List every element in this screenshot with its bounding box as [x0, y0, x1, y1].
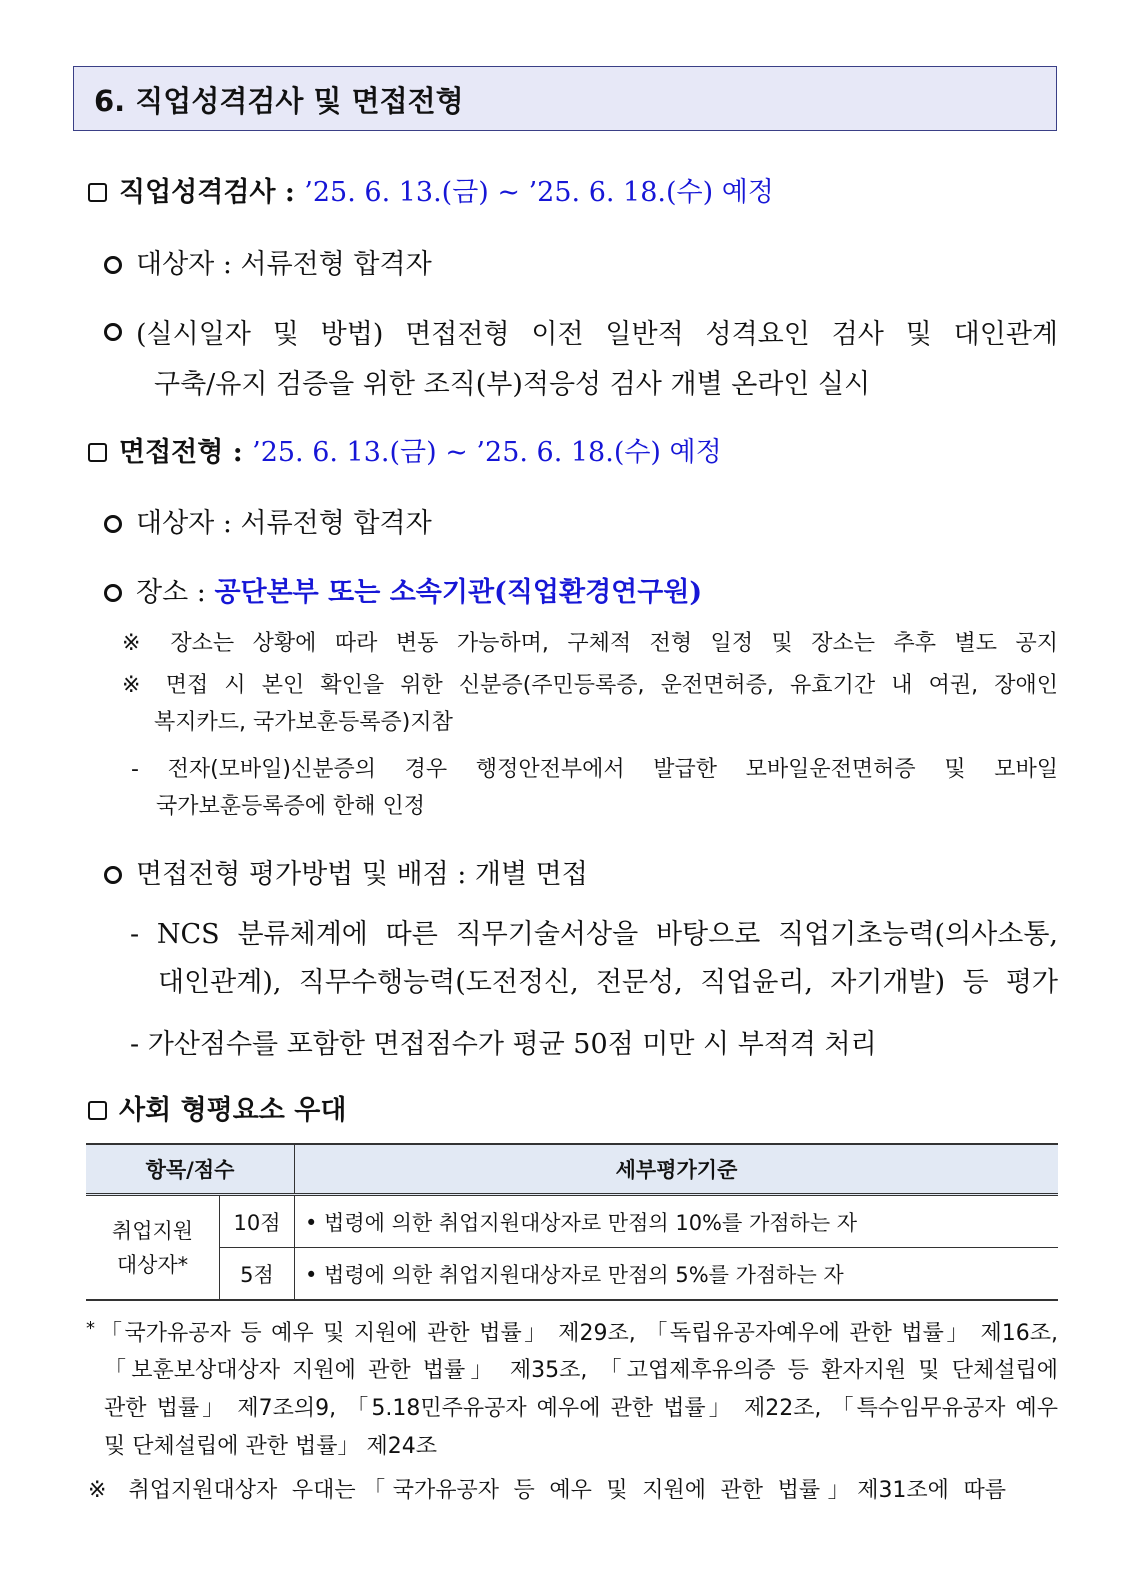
eval-method-text: 면접전형 평가방법 및 배점 : 개별 면접 — [136, 859, 588, 890]
circle-bullet-icon — [104, 256, 122, 274]
table-score-cell: 5점 — [220, 1248, 295, 1301]
interview-place-value: 공단본부 또는 소속기관(직업환경연구원) — [214, 577, 703, 608]
table-criteria-cell: • 법령에 의한 취업지원대상자로 만점의 10%를 가점하는 자 — [295, 1195, 1059, 1248]
id-note-line2: 복지카드, 국가보훈등록증)지참 — [154, 710, 453, 735]
table-category: 취업지원 대상자* — [111, 1218, 194, 1277]
personality-method-line1: (실시일자 및 방법) 면접전형 이전 일반적 성격요인 검사 및 대인관계 — [136, 319, 1058, 350]
interview-label: 면접전형 — [119, 437, 224, 468]
circle-bullet-icon — [104, 515, 122, 533]
eval-criteria-line1: - NCS 분류체계에 따른 직무기술서상을 바탕으로 직업기초능력(의사소통, — [130, 919, 1058, 950]
table-header-item: 항목/점수 — [86, 1144, 295, 1195]
footnote-line4: 및 단체설립에 관한 법률」 제24조 — [104, 1434, 437, 1459]
heading-separator: : — [275, 177, 305, 208]
interview-target-text: 대상자 : 서류전형 합격자 — [136, 508, 432, 539]
eval-criteria-line2: 대인관계), 직무수행능력(도전정신, 전문성, 직업윤리, 자기개발) 등 평가 — [158, 967, 1058, 998]
square-bullet-icon — [88, 443, 107, 462]
personality-method — [104, 312, 1058, 351]
table-category-cell — [86, 1195, 220, 1301]
mobile-id-note-line2: 국가보훈등록증에 한해 인정 — [156, 794, 426, 819]
interview-target — [104, 501, 432, 540]
square-bullet-icon — [88, 1101, 107, 1120]
eval-method — [104, 852, 588, 891]
mobile-id-note-line1: - 전자(모바일)신분증의 경우 행정안전부에서 발급한 모바일운전면허증 및 모바일 — [131, 757, 1058, 782]
table-criteria-cell: • 법령에 의한 취업지원대상자로 만점의 5%를 가점하는 자 — [295, 1248, 1059, 1301]
equity-table — [86, 1143, 1058, 1301]
personality-test-heading — [88, 170, 774, 209]
table-score-cell: 10점 — [220, 1195, 295, 1248]
interview-place — [104, 570, 702, 609]
equity-heading — [88, 1088, 346, 1127]
table-row — [86, 1248, 1058, 1301]
heading-separator: : — [223, 437, 253, 468]
circle-bullet-icon — [104, 584, 122, 602]
table-header-criteria: 세부평가기준 — [295, 1144, 1059, 1195]
footnote-line2: 「보훈보상대상자 지원에 관한 법률」 제35조, 「고엽제후유의증 등 환자지원 및 단체설립에 — [104, 1358, 1058, 1383]
equity-heading-text: 사회 형평요소 우대 — [119, 1095, 347, 1126]
personality-target — [104, 242, 432, 281]
interview-place-label: 장소 : — [136, 577, 215, 608]
interview-heading — [88, 430, 722, 469]
footnote-line1: 「국가유공자 등 예우 및 지원에 관한 법률」 제29조, 「독립유공자예우에 관한 법률」 제16조, — [100, 1321, 1058, 1346]
section-title: 6. 직업성격검사 및 면접전형 — [94, 84, 464, 118]
table-header-row — [86, 1144, 1058, 1195]
final-note: ※ 취업지원대상자 우대는「국가유공자 등 예우 및 지원에 관한 법률」제31조에 따름 — [88, 1478, 1006, 1503]
personality-test-schedule: ’25. 6. 13.(금) ~ ’25. 6. 18.(수) 예정 — [304, 177, 774, 208]
personality-method-line2: 구축/유지 검증을 위한 조직(부)적응성 검사 개별 온라인 실시 — [154, 369, 871, 400]
section-title-box — [73, 66, 1057, 131]
circle-bullet-icon — [104, 323, 122, 341]
id-note-line1: ※ 면접 시 본인 확인을 위한 신분증(주민등록증, 운전면허증, 유효기간 내 여권, 장애인 — [122, 673, 1058, 698]
footnote-marker: * — [86, 1318, 95, 1339]
interview-schedule: ’25. 6. 13.(금) ~ ’25. 6. 18.(수) 예정 — [252, 437, 722, 468]
footnote-line3: 관한 법률」 제7조의9, 「5.18민주유공자 예우에 관한 법률」 제22조, 「특수임무유공자 예우 — [104, 1396, 1058, 1421]
place-note: ※ 장소는 상황에 따라 변동 가능하며, 구체적 전형 일정 및 장소는 추후 별도 공지 — [122, 631, 1058, 656]
table-row — [86, 1195, 1058, 1248]
circle-bullet-icon — [104, 866, 122, 884]
personality-target-text: 대상자 : 서류전형 합격자 — [136, 249, 432, 280]
eval-disqualify: - 가산점수를 포함한 면접점수가 평균 50점 미만 시 부적격 처리 — [130, 1029, 877, 1060]
personality-test-label: 직업성격검사 — [119, 177, 276, 208]
square-bullet-icon — [88, 183, 107, 202]
